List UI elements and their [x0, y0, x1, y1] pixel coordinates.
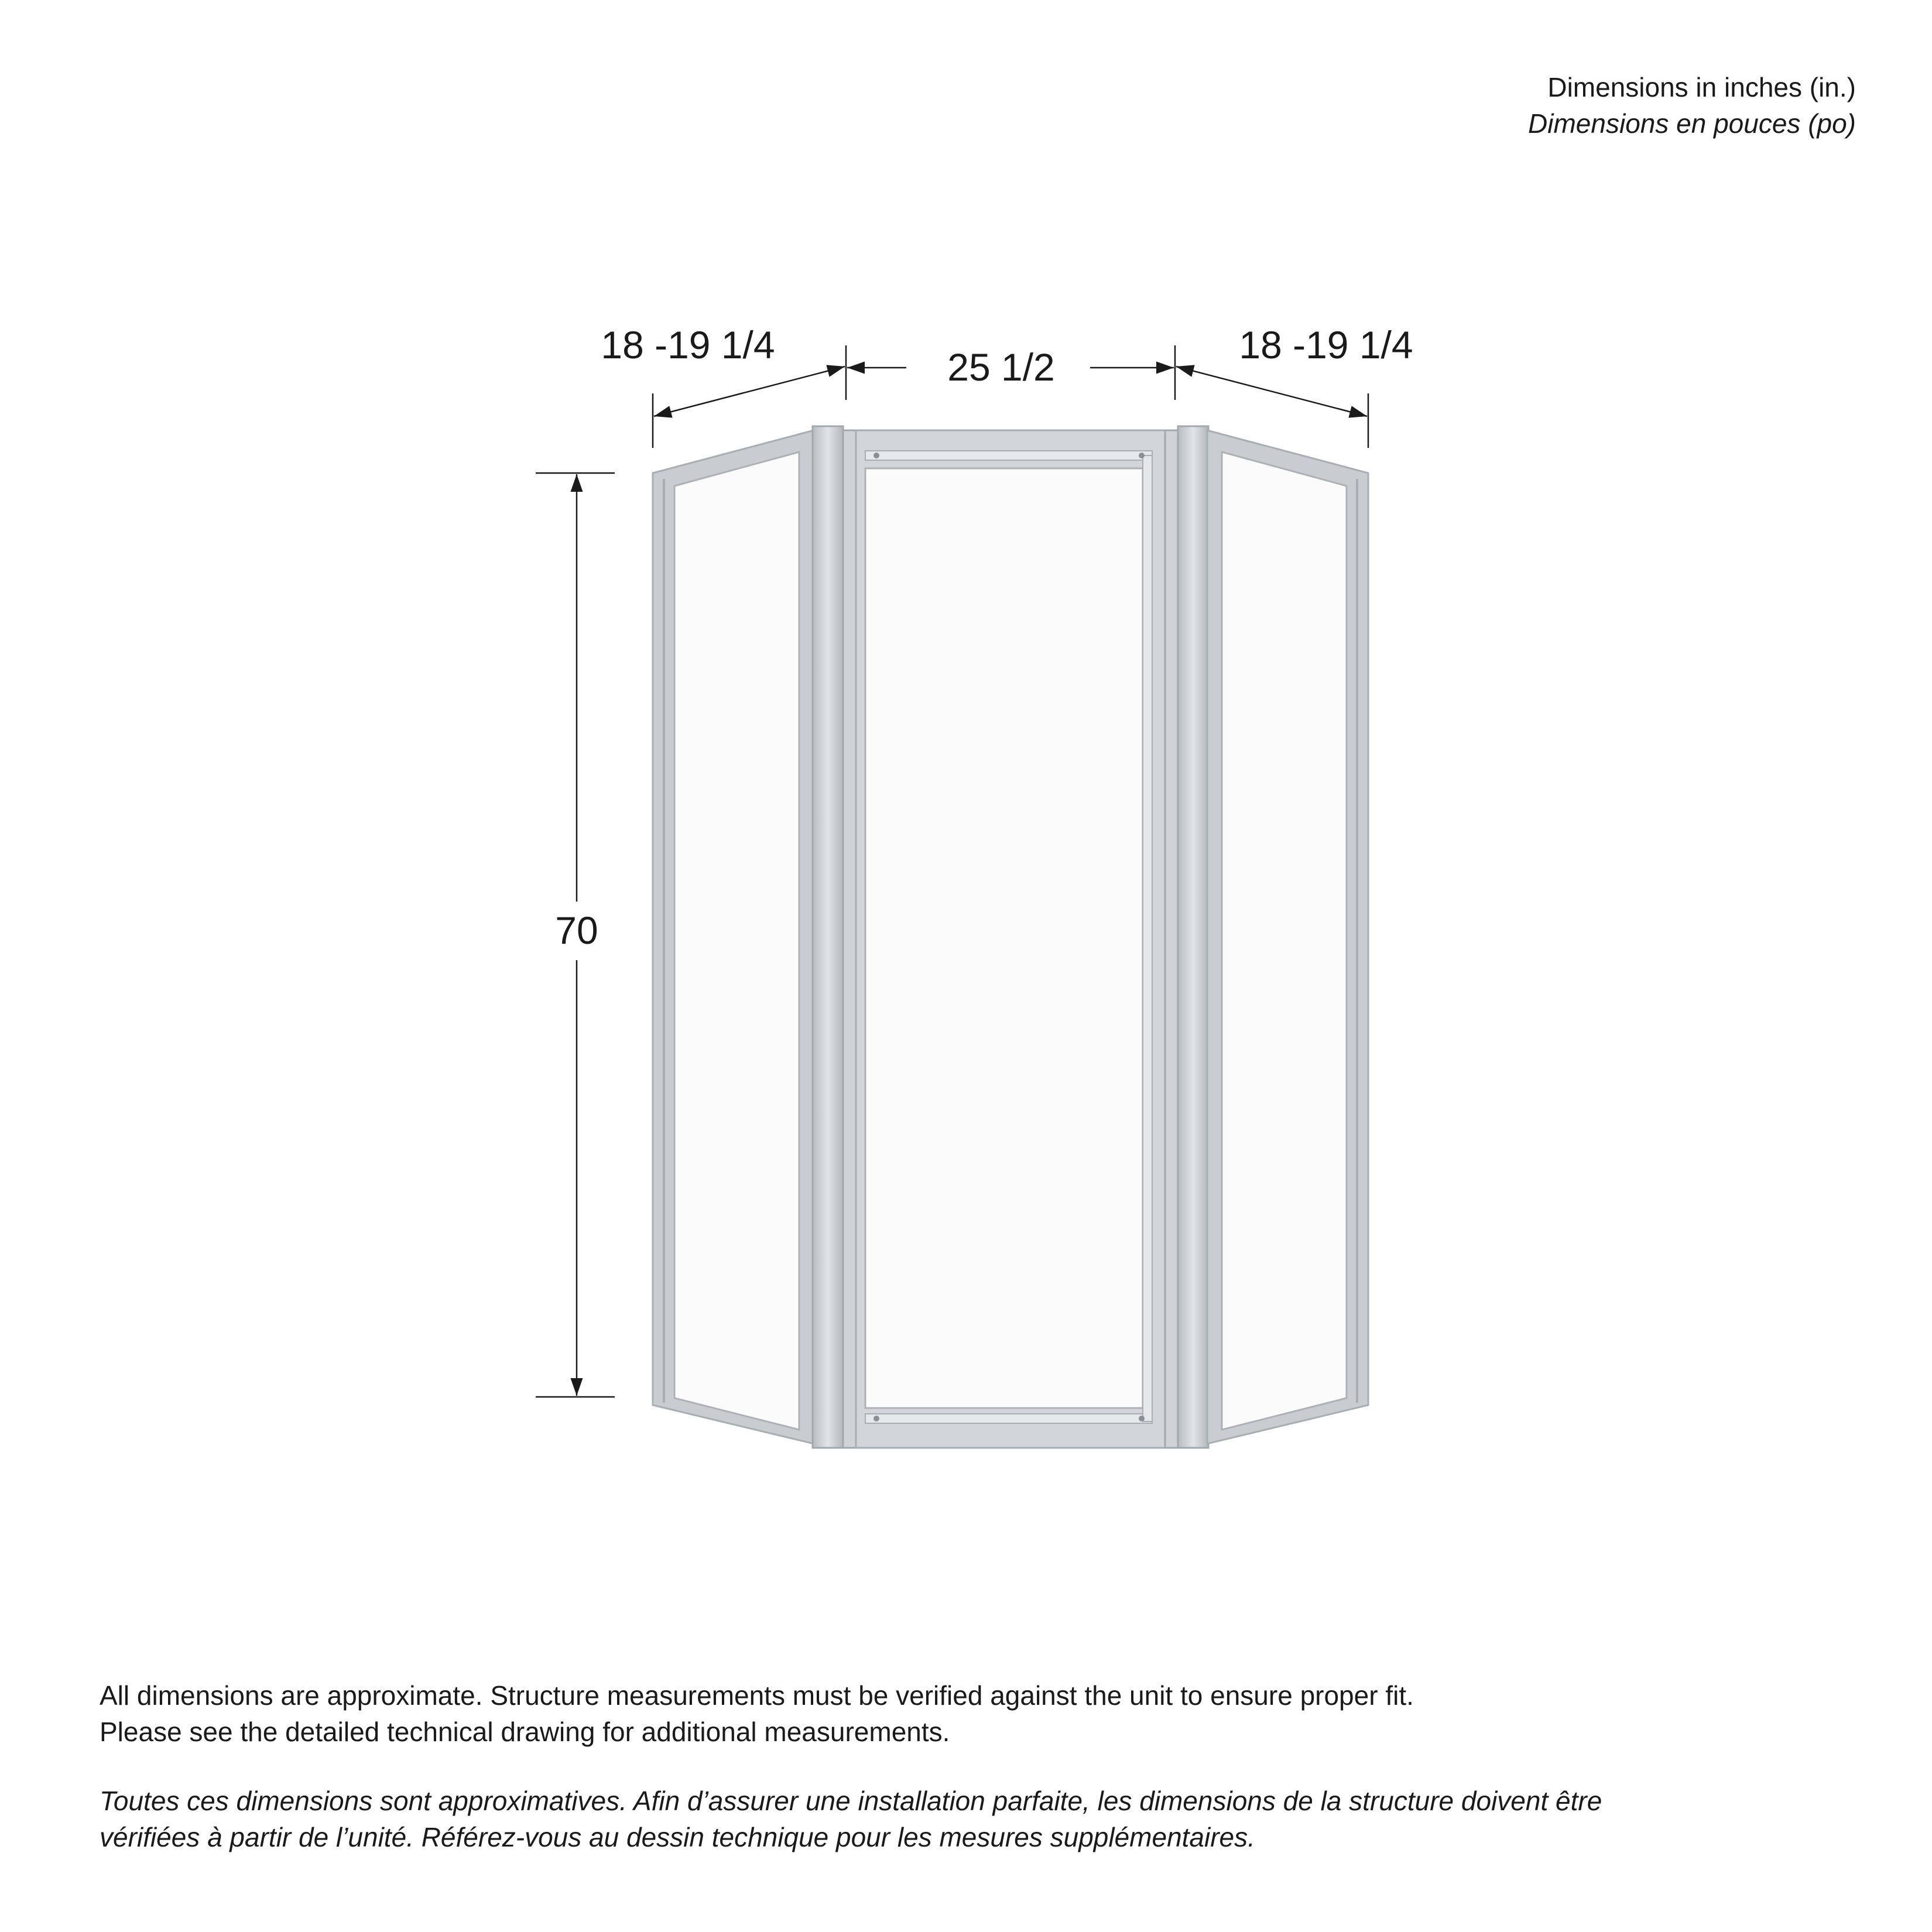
right-post	[1165, 426, 1208, 1448]
note-french-line-2: vérifiées à partir de l’unité. Référez-vous au dessin technique pour les mesures supplémentaires.	[100, 1822, 1255, 1852]
dim-label-left-panel: 18 -19 1/4	[601, 323, 775, 366]
dim-label-door: 25 1/2	[947, 345, 1055, 389]
note-english-line-1: All dimensions are approximate. Structure measurements must be verified against the unit to ensure proper fit.	[100, 1680, 1414, 1711]
door-panel	[856, 430, 1165, 1448]
dim-line-left-panel	[654, 366, 845, 416]
notes-block	[100, 1677, 1844, 1855]
dim-label-height: 70	[555, 909, 598, 952]
dim-label-right-panel: 18 -19 1/4	[1239, 323, 1413, 366]
note-french-line-1: Toutes ces dimensions sont approximatives. Afin d’assurer une installation parfaite, les dimensions de la structure doivent être	[100, 1786, 1602, 1816]
dim-line-right-panel	[1176, 366, 1367, 416]
left-side-panel	[653, 430, 814, 1444]
units-english: Dimensions in inches (in.)	[1547, 72, 1856, 102]
units-french: Dimensions en pouces (po)	[1528, 108, 1856, 139]
right-side-panel	[1207, 430, 1368, 1444]
left-post	[813, 426, 856, 1448]
note-english-line-2: Please see the detailed technical drawing for additional measurements.	[100, 1717, 950, 1747]
